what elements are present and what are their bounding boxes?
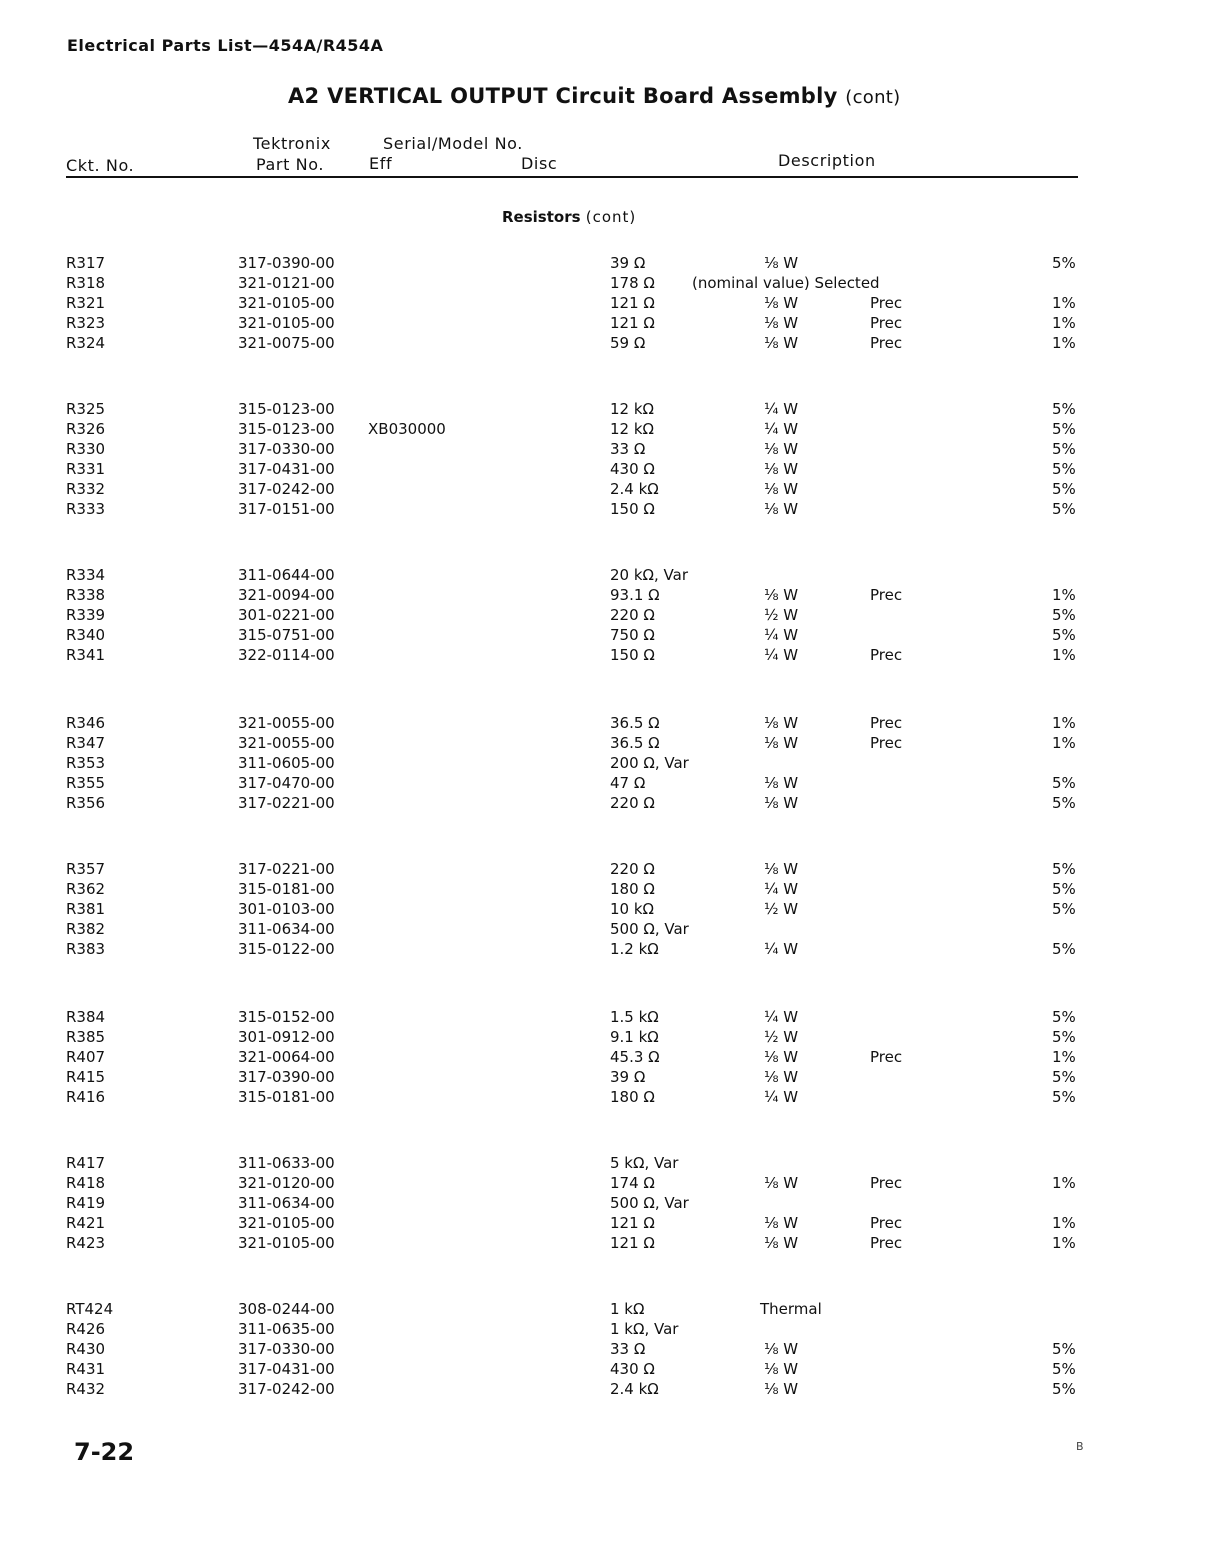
wattage-cell: ¼ W (764, 420, 799, 438)
col-head-serial-model: Serial/Model No. (383, 134, 523, 153)
value-cell: 121 Ω (610, 314, 655, 332)
col-head-part-no: Part No. (256, 155, 325, 174)
value-cell: 121 Ω (610, 294, 655, 312)
ckt-no-cell: R418 (66, 1174, 106, 1192)
part-no-cell: 308-0244-00 (238, 1300, 335, 1318)
table-row (0, 606, 1220, 626)
part-no-cell: 321-0121-00 (238, 274, 335, 292)
tolerance-cell: 5% (1052, 940, 1076, 958)
ckt-no-cell: R330 (66, 440, 106, 458)
part-no-cell: 321-0055-00 (238, 714, 335, 732)
tolerance-cell: 5% (1052, 460, 1076, 478)
table-row (0, 794, 1220, 814)
running-head: Electrical Parts List—454A/R454A (67, 36, 384, 55)
tolerance-cell: 5% (1052, 900, 1076, 918)
value-cell: 174 Ω (610, 1174, 655, 1192)
part-no-cell: 317-0330-00 (238, 1340, 335, 1358)
table-row (0, 1300, 1220, 1320)
part-no-cell: 301-0221-00 (238, 606, 335, 624)
table-row (0, 566, 1220, 586)
tolerance-cell: 1% (1052, 734, 1076, 752)
tolerance-cell: 1% (1052, 586, 1076, 604)
part-no-cell: 311-0634-00 (238, 920, 335, 938)
part-no-cell: 317-0330-00 (238, 440, 335, 458)
ckt-no-cell: R323 (66, 314, 106, 332)
table-row (0, 1320, 1220, 1340)
value-cell: 220 Ω (610, 606, 655, 624)
ckt-no-cell: R362 (66, 880, 106, 898)
wattage-cell: ⅛ W (764, 714, 799, 732)
ckt-no-cell: R416 (66, 1088, 106, 1106)
tolerance-cell: 5% (1052, 254, 1076, 272)
tolerance-cell: 5% (1052, 500, 1076, 518)
table-row (0, 586, 1220, 606)
value-cell: 1.5 kΩ (610, 1008, 659, 1026)
value-cell: 500 Ω, Var (610, 920, 689, 938)
table-row (0, 480, 1220, 500)
ckt-no-cell: R417 (66, 1154, 106, 1172)
note-cell: Prec (870, 294, 903, 312)
value-cell: 2.4 kΩ (610, 1380, 659, 1398)
note-cell: Prec (870, 314, 903, 332)
ckt-no-cell: R419 (66, 1194, 106, 1212)
wattage-cell: ⅛ W (764, 1340, 799, 1358)
table-row (0, 1154, 1220, 1174)
wattage-cell: ⅛ W (764, 294, 799, 312)
tolerance-cell: 5% (1052, 440, 1076, 458)
tolerance-cell: 1% (1052, 294, 1076, 312)
table-row (0, 860, 1220, 880)
tolerance-cell: 5% (1052, 774, 1076, 792)
wattage-cell: ⅛ W (764, 314, 799, 332)
note-cell: Prec (870, 1048, 903, 1066)
part-no-cell: 315-0123-00 (238, 400, 335, 418)
part-no-cell: 317-0221-00 (238, 860, 335, 878)
table-row (0, 420, 1220, 440)
part-no-cell: 301-0912-00 (238, 1028, 335, 1046)
tolerance-cell: 1% (1052, 1174, 1076, 1192)
tolerance-cell: 5% (1052, 1088, 1076, 1106)
ckt-no-cell: R432 (66, 1380, 106, 1398)
wattage-cell: ⅛ W (764, 586, 799, 604)
part-no-cell: 321-0055-00 (238, 734, 335, 752)
ckt-no-cell: R356 (66, 794, 106, 812)
part-no-cell: 317-0151-00 (238, 500, 335, 518)
wattage-cell: ⅛ W (764, 1068, 799, 1086)
part-no-cell: 322-0114-00 (238, 646, 335, 664)
note-cell: Prec (870, 586, 903, 604)
ckt-no-cell: R423 (66, 1234, 106, 1252)
value-cell: 121 Ω (610, 1234, 655, 1252)
tolerance-cell: 1% (1052, 334, 1076, 352)
table-row (0, 274, 1220, 294)
value-cell: 12 kΩ (610, 420, 655, 438)
ckt-no-cell: R382 (66, 920, 106, 938)
table-row (0, 334, 1220, 354)
value-cell: 500 Ω, Var (610, 1194, 689, 1212)
tolerance-cell: 5% (1052, 1068, 1076, 1086)
part-no-cell: 317-0221-00 (238, 794, 335, 812)
value-cell: 1.2 kΩ (610, 940, 659, 958)
note-cell: Prec (870, 1174, 903, 1192)
part-no-cell: 317-0390-00 (238, 1068, 335, 1086)
value-cell: 36.5 Ω (610, 734, 660, 752)
part-no-cell: 311-0635-00 (238, 1320, 335, 1338)
note-cell: Prec (870, 1234, 903, 1252)
section-label: Resistors (502, 208, 581, 226)
table-row (0, 294, 1220, 314)
ckt-no-cell: R331 (66, 460, 106, 478)
part-no-cell: 311-0644-00 (238, 566, 335, 584)
wattage-cell: ⅛ W (764, 860, 799, 878)
tolerance-cell: 1% (1052, 1234, 1076, 1252)
note-cell: Prec (870, 734, 903, 752)
value-cell: 2.4 kΩ (610, 480, 659, 498)
value-cell: 36.5 Ω (610, 714, 660, 732)
tolerance-cell: 1% (1052, 1048, 1076, 1066)
value-cell: 59 Ω (610, 334, 646, 352)
ckt-no-cell: R431 (66, 1360, 106, 1378)
table-row (0, 1340, 1220, 1360)
part-no-cell: 315-0181-00 (238, 1088, 335, 1106)
ckt-no-cell: R341 (66, 646, 106, 664)
table-row (0, 1008, 1220, 1028)
table-row (0, 1234, 1220, 1254)
ckt-no-cell: R324 (66, 334, 106, 352)
part-no-cell: 321-0075-00 (238, 334, 335, 352)
ckt-no-cell: R347 (66, 734, 106, 752)
part-no-cell: 321-0120-00 (238, 1174, 335, 1192)
tolerance-cell: 5% (1052, 606, 1076, 624)
col-head-disc: Disc (521, 154, 558, 173)
ckt-no-cell: R383 (66, 940, 106, 958)
ckt-no-cell: R426 (66, 1320, 106, 1338)
ckt-no-cell: R334 (66, 566, 106, 584)
value-cell: 39 Ω (610, 1068, 646, 1086)
value-cell: 150 Ω (610, 500, 655, 518)
value-cell: 121 Ω (610, 1214, 655, 1232)
part-no-cell: 321-0105-00 (238, 1234, 335, 1252)
part-no-cell: 317-0431-00 (238, 1360, 335, 1378)
wattage-cell: ⅛ W (764, 500, 799, 518)
wattage-cell: ⅛ W (764, 1048, 799, 1066)
wattage-cell: ⅛ W (764, 794, 799, 812)
page-number: 7-22 (74, 1438, 135, 1466)
ckt-no-cell: R357 (66, 860, 106, 878)
value-cell: 180 Ω (610, 1088, 655, 1106)
value-cell: 180 Ω (610, 880, 655, 898)
ckt-no-cell: R326 (66, 420, 106, 438)
wattage-cell: ½ W (764, 1028, 799, 1046)
wattage-cell: ¼ W (764, 400, 799, 418)
table-row (0, 400, 1220, 420)
note-cell: Prec (870, 1214, 903, 1232)
value-cell: 430 Ω (610, 1360, 655, 1378)
part-no-cell: 315-0751-00 (238, 626, 335, 644)
table-row (0, 500, 1220, 520)
tolerance-cell: 1% (1052, 1214, 1076, 1232)
table-row (0, 460, 1220, 480)
ckt-no-cell: R355 (66, 774, 106, 792)
part-no-cell: 311-0605-00 (238, 754, 335, 772)
tolerance-cell: 1% (1052, 646, 1076, 664)
value-cell: 1 kΩ, Var (610, 1320, 679, 1338)
wattage-cell: ⅛ W (764, 1360, 799, 1378)
col-head-ckt-no: Ckt. No. (66, 156, 135, 175)
value-cell: 200 Ω, Var (610, 754, 689, 772)
value-cell: 430 Ω (610, 460, 655, 478)
wattage-cell: ¼ W (764, 940, 799, 958)
eff-cell: XB030000 (368, 420, 446, 438)
value-cell: 10 kΩ (610, 900, 655, 918)
tolerance-cell: 5% (1052, 794, 1076, 812)
value-cell: 47 Ω (610, 774, 646, 792)
tolerance-cell: 5% (1052, 1360, 1076, 1378)
tolerance-cell: 5% (1052, 880, 1076, 898)
ckt-no-cell: R339 (66, 606, 106, 624)
note-wide-cell: (nominal value) Selected (692, 274, 880, 292)
ckt-no-cell: R407 (66, 1048, 106, 1066)
ckt-no-cell: R333 (66, 500, 106, 518)
tolerance-cell: 5% (1052, 1380, 1076, 1398)
page-title-cont: (cont) (845, 87, 901, 108)
table-row (0, 440, 1220, 460)
value-cell: 220 Ω (610, 794, 655, 812)
ckt-no-cell: RT424 (66, 1300, 114, 1318)
table-row (0, 646, 1220, 666)
value-cell: 33 Ω (610, 1340, 646, 1358)
revision-mark: B (1076, 1440, 1084, 1453)
wattage-cell: ⅛ W (764, 1174, 799, 1192)
wattage-cell: ⅛ W (764, 460, 799, 478)
ckt-no-cell: R318 (66, 274, 106, 292)
tolerance-cell: 5% (1052, 1008, 1076, 1026)
tolerance-cell: 1% (1052, 714, 1076, 732)
wattage-cell: ⅛ W (764, 1380, 799, 1398)
part-no-cell: 321-0094-00 (238, 586, 335, 604)
part-no-cell: 317-0390-00 (238, 254, 335, 272)
wattage-cell: ⅛ W (764, 1214, 799, 1232)
value-cell: 750 Ω (610, 626, 655, 644)
part-no-cell: 311-0634-00 (238, 1194, 335, 1212)
part-no-cell: 315-0122-00 (238, 940, 335, 958)
part-no-cell: 317-0470-00 (238, 774, 335, 792)
value-cell: 39 Ω (610, 254, 646, 272)
ckt-no-cell: R384 (66, 1008, 106, 1026)
part-no-cell: 321-0105-00 (238, 1214, 335, 1232)
wattage-cell: ⅛ W (764, 440, 799, 458)
value-cell: 93.1 Ω (610, 586, 660, 604)
part-no-cell: 321-0105-00 (238, 294, 335, 312)
value-cell: 9.1 kΩ (610, 1028, 659, 1046)
note-cell: Prec (870, 714, 903, 732)
wattage-cell: ⅛ W (764, 1234, 799, 1252)
wattage-cell: ¼ W (764, 1008, 799, 1026)
ckt-no-cell: R346 (66, 714, 106, 732)
wattage-cell: ½ W (764, 606, 799, 624)
table-row (0, 734, 1220, 754)
value-cell: 1 kΩ (610, 1300, 645, 1318)
part-no-cell: 315-0181-00 (238, 880, 335, 898)
table-row (0, 940, 1220, 960)
table-row (0, 1174, 1220, 1194)
part-no-cell: 317-0242-00 (238, 1380, 335, 1398)
table-row (0, 1048, 1220, 1068)
tolerance-cell: 1% (1052, 314, 1076, 332)
tolerance-cell: 5% (1052, 1340, 1076, 1358)
ckt-no-cell: R325 (66, 400, 106, 418)
ckt-no-cell: R385 (66, 1028, 106, 1046)
ckt-no-cell: R381 (66, 900, 106, 918)
ckt-no-cell: R421 (66, 1214, 106, 1232)
table-row (0, 1088, 1220, 1108)
table-row (0, 714, 1220, 734)
wattage-cell: ¼ W (764, 880, 799, 898)
col-head-tektronix: Tektronix (253, 134, 331, 153)
table-row (0, 920, 1220, 940)
tolerance-cell: 5% (1052, 420, 1076, 438)
wattage-cell: ¼ W (764, 646, 799, 664)
part-no-cell: 315-0152-00 (238, 1008, 335, 1026)
wattage-cell: Thermal (760, 1300, 822, 1318)
value-cell: 45.3 Ω (610, 1048, 660, 1066)
table-row (0, 626, 1220, 646)
note-cell: Prec (870, 334, 903, 352)
value-cell: 12 kΩ (610, 400, 655, 418)
part-no-cell: 321-0105-00 (238, 314, 335, 332)
tolerance-cell: 5% (1052, 626, 1076, 644)
wattage-cell: ⅛ W (764, 254, 799, 272)
wattage-cell: ¼ W (764, 626, 799, 644)
col-head-eff: Eff (369, 154, 393, 173)
part-no-cell: 301-0103-00 (238, 900, 335, 918)
ckt-no-cell: R340 (66, 626, 106, 644)
ckt-no-cell: R321 (66, 294, 106, 312)
table-row (0, 1028, 1220, 1048)
part-no-cell: 321-0064-00 (238, 1048, 335, 1066)
wattage-cell: ⅛ W (764, 480, 799, 498)
page-title-main: A2 VERTICAL OUTPUT Circuit Board Assembly (288, 84, 838, 108)
part-no-cell: 317-0431-00 (238, 460, 335, 478)
wattage-cell: ⅛ W (764, 334, 799, 352)
table-row (0, 880, 1220, 900)
table-row (0, 1214, 1220, 1234)
wattage-cell: ½ W (764, 900, 799, 918)
table-row (0, 774, 1220, 794)
table-row (0, 1380, 1220, 1400)
wattage-cell: ⅛ W (764, 734, 799, 752)
value-cell: 150 Ω (610, 646, 655, 664)
table-row (0, 1194, 1220, 1214)
table-row (0, 314, 1220, 334)
col-head-description: Description (778, 151, 876, 170)
tolerance-cell: 5% (1052, 860, 1076, 878)
ckt-no-cell: R415 (66, 1068, 106, 1086)
table-row (0, 1068, 1220, 1088)
table-row (0, 900, 1220, 920)
ckt-no-cell: R338 (66, 586, 106, 604)
ckt-no-cell: R332 (66, 480, 106, 498)
part-no-cell: 317-0242-00 (238, 480, 335, 498)
value-cell: 178 Ω (610, 274, 655, 292)
table-row (0, 254, 1220, 274)
part-no-cell: 315-0123-00 (238, 420, 335, 438)
tolerance-cell: 5% (1052, 1028, 1076, 1046)
tolerance-cell: 5% (1052, 400, 1076, 418)
value-cell: 5 kΩ, Var (610, 1154, 679, 1172)
ckt-no-cell: R317 (66, 254, 106, 272)
ckt-no-cell: R353 (66, 754, 106, 772)
wattage-cell: ⅛ W (764, 774, 799, 792)
table-row (0, 1360, 1220, 1380)
note-cell: Prec (870, 646, 903, 664)
part-no-cell: 311-0633-00 (238, 1154, 335, 1172)
section-cont: (cont) (585, 208, 637, 226)
ckt-no-cell: R430 (66, 1340, 106, 1358)
value-cell: 220 Ω (610, 860, 655, 878)
wattage-cell: ¼ W (764, 1088, 799, 1106)
value-cell: 33 Ω (610, 440, 646, 458)
table-row (0, 754, 1220, 774)
tolerance-cell: 5% (1052, 480, 1076, 498)
value-cell: 20 kΩ, Var (610, 566, 688, 584)
